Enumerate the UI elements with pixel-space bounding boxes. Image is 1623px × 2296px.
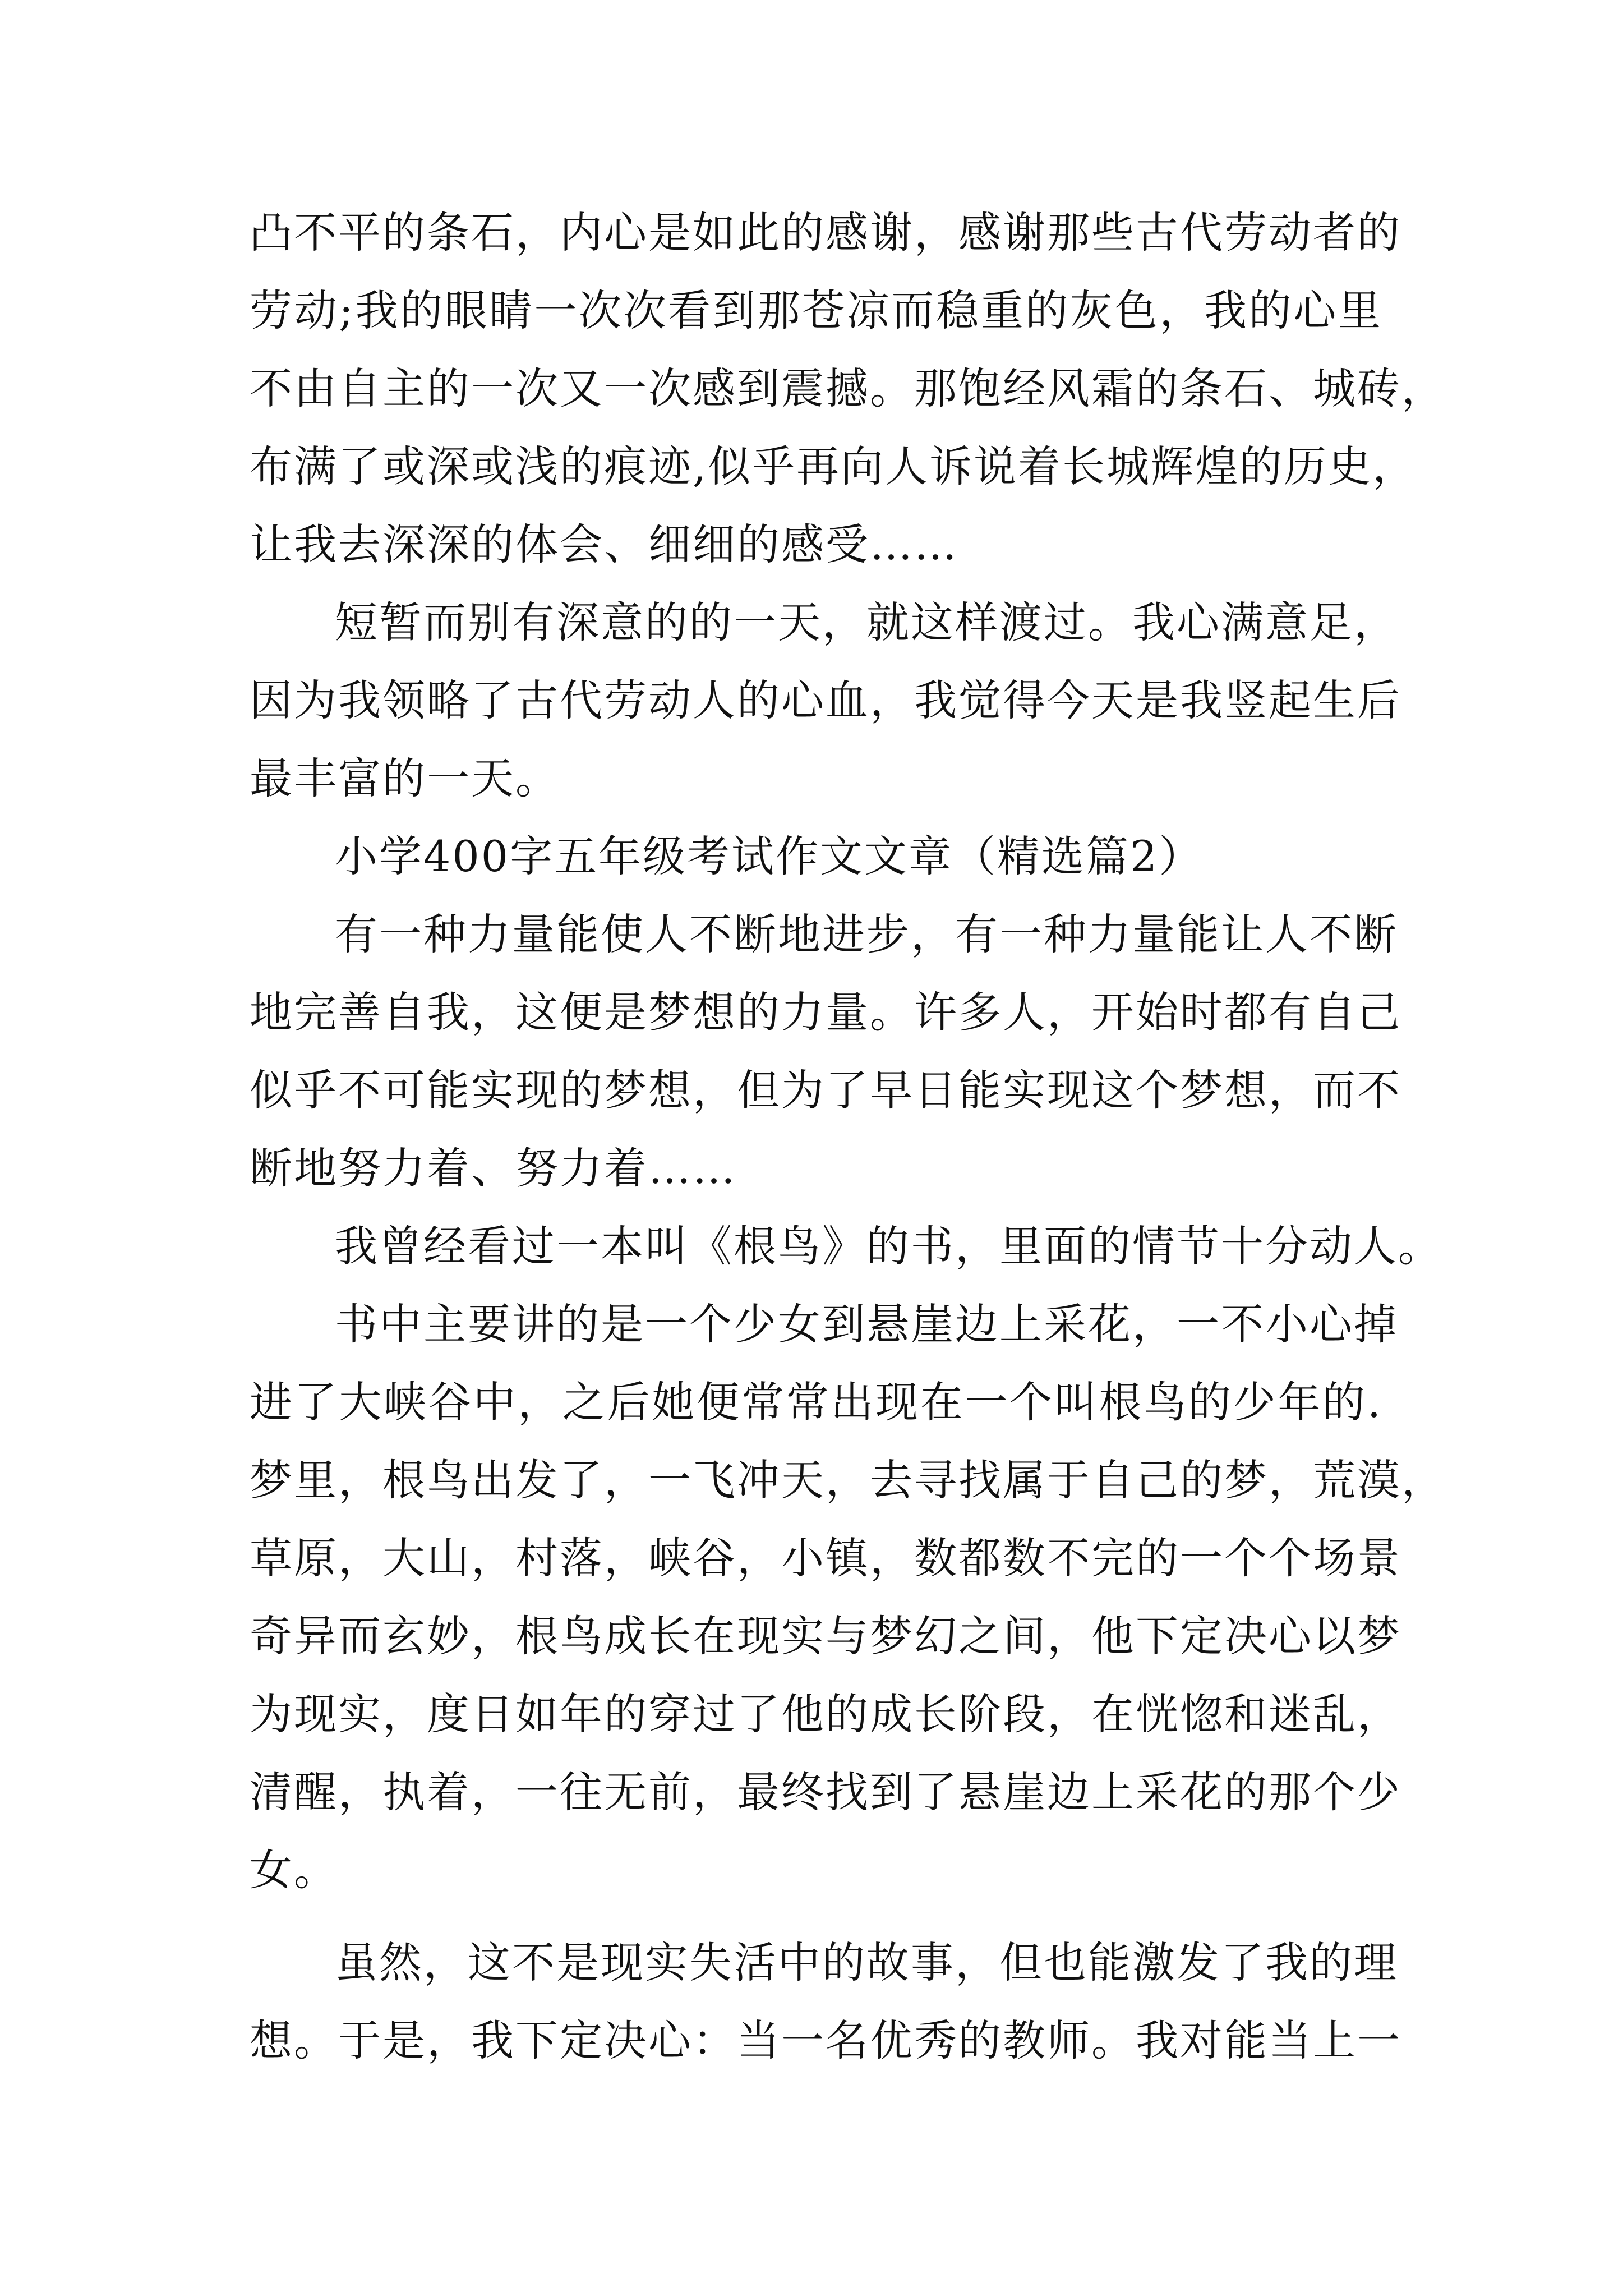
text-line: 最丰富的一天。 bbox=[250, 753, 560, 803]
text-line: 女。 bbox=[250, 1845, 338, 1895]
text-line: 地完善自我，这便是梦想的力量。许多人，开始时都有自己 bbox=[250, 987, 1401, 1037]
text-line: 梦里，根鸟出发了，一飞冲天，去寻找属于自己的梦，荒漠， bbox=[250, 1455, 1446, 1505]
text-line: 短暂而别有深意的的一天，就这样渡过。我心满意足， bbox=[335, 597, 1398, 647]
text-line: 想。于是，我下定决心：当一名优秀的教师。我对能当上一 bbox=[250, 2016, 1401, 2065]
text-line: 有一种力量能使人不断地进步，有一种力量能让人不断 bbox=[335, 909, 1398, 959]
text-line: 让我去深深的体会、细细的感受…… bbox=[250, 519, 958, 569]
text-line: 虽然，这不是现实失活中的故事，但也能激发了我的理 bbox=[335, 1938, 1398, 1987]
text-line: 我曾经看过一本叫《根鸟》的书，里面的情节十分动人。 bbox=[335, 1221, 1442, 1271]
text-line: 不由自主的一次又一次感到震撼。那饱经风霜的条石、城砖， bbox=[250, 364, 1446, 413]
text-line: 似乎不可能实现的梦想，但为了早日能实现这个梦想，而不 bbox=[250, 1065, 1401, 1115]
text-line: 劳动;我的眼睛一次次看到那苍凉而稳重的灰色，我的心里 bbox=[250, 286, 1382, 335]
text-line: 奇异而玄妙，根鸟成长在现实与梦幻之间，他下定决心以梦 bbox=[250, 1611, 1401, 1661]
text-line: 书中主要讲的是一个少女到悬崖边上采花，一不小心掉 bbox=[335, 1299, 1398, 1349]
text-line: 凸不平的条石，内心是如此的感谢，感谢那些古代劳动者的 bbox=[250, 208, 1401, 257]
text-line: 断地努力着、努力着…… bbox=[250, 1143, 737, 1193]
section-heading: 小学400字五年级考试作文文章（精选篇2） bbox=[335, 831, 1204, 881]
paragraph-gap bbox=[250, 1909, 1382, 1924]
text-line: 布满了或深或浅的痕迹,似乎再向人诉说着长城辉煌的历史， bbox=[250, 441, 1417, 491]
text-line: 草原，大山，村落，峡谷，小镇，数都数不完的一个个场景 bbox=[250, 1533, 1401, 1583]
text-line: 清醒，执着，一往无前，最终找到了悬崖边上采花的那个少 bbox=[250, 1767, 1401, 1817]
text-line: 进了大峡谷中，之后她便常常出现在一个叫根鸟的少年的. bbox=[250, 1377, 1382, 1427]
text-line: 因为我领略了古代劳动人的心血，我觉得今天是我竖起生后 bbox=[250, 675, 1401, 725]
text-line: 为现实，度日如年的穿过了他的成长阶段，在恍惚和迷乱， bbox=[250, 1689, 1401, 1739]
document-body bbox=[250, 194, 1446, 2079]
